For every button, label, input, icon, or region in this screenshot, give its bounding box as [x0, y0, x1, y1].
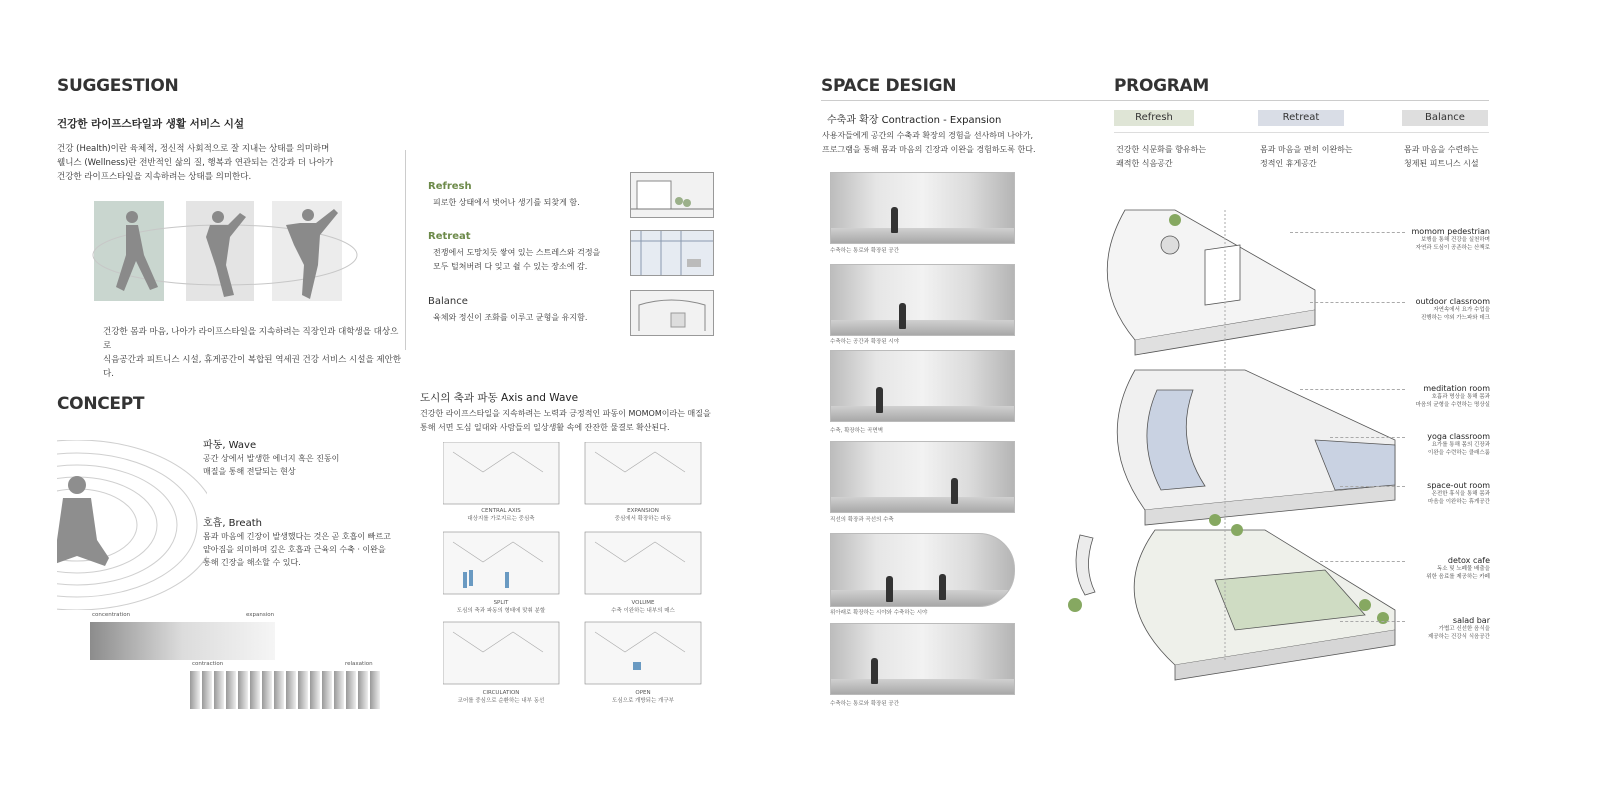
axis-diagrams-grid [443, 442, 703, 712]
refresh-desc: 건강한 식문화를 향유하는 쾌적한 식음공간 [1116, 145, 1207, 168]
refresh-thumbnail [630, 172, 714, 218]
space-image-5 [830, 533, 1015, 607]
space-image-2 [830, 264, 1015, 336]
space-design-desc: 사용자들에게 공간의 수축과 확장의 경험을 선사하며 나아가, 프로그램을 통해 몸과 마음의 긴장과 이완을 경험하도록 한다. [822, 131, 1036, 154]
label-expansion: expansion [246, 612, 275, 618]
concentration-expansion-gradient [90, 622, 275, 660]
contraction-relaxation-pattern [190, 671, 380, 709]
label-meditation-room: meditation room 호흡과 명상을 통해 몸과 마음의 균형을 수련하는 명상실 [1415, 384, 1490, 408]
tab-retreat: Retreat [1258, 110, 1344, 126]
item-retreat-title: Retreat [428, 231, 471, 242]
diagram-expansion: EXPANSION 중심에서 확장하는 파동 [614, 508, 672, 522]
program-axonometric-drawing [1065, 190, 1405, 690]
space-image-4 [830, 441, 1015, 513]
wellness-figures-image [90, 195, 360, 307]
label-concentration: concentration [92, 612, 131, 618]
space-design-title: SPACE DESIGN [821, 76, 957, 96]
diagram-central-axis: CENTRAL AXIS 대상지를 가로지르는 중심축 [467, 508, 535, 522]
space-image-3 [830, 350, 1015, 422]
wave-title: 파동, Wave [203, 440, 257, 451]
diagram-split: SPLIT 도심의 축과 파동의 형태에 맞춰 분할 [456, 600, 546, 614]
diagram-circulation: CIRCULATION 코어를 중심으로 순환하는 내부 동선 [457, 690, 545, 704]
suggestion-title: SUGGESTION [57, 76, 179, 96]
space-caption-1: 수축하는 통로와 확장된 공간 [830, 248, 900, 254]
space-caption-4: 직선의 확장과 곡선의 수축 [830, 517, 894, 523]
item-refresh-desc: 피로한 상태에서 벗어나 생기를 되찾게 함. [433, 198, 580, 207]
space-design-subtitle: 수축과 확장 Contraction - Expansion [827, 115, 1002, 126]
leader-line [1320, 561, 1405, 562]
retreat-desc: 몸과 마음을 편히 이완하는 정적인 휴게공간 [1260, 145, 1353, 168]
tab-rule [1114, 132, 1489, 133]
space-caption-6: 수축하는 통로와 확장된 공간 [830, 701, 900, 707]
breath-title: 호흡, Breath [203, 518, 262, 529]
balance-thumbnail [630, 290, 714, 336]
concept-title: CONCEPT [57, 394, 145, 414]
suggestion-paragraph-2: 건강한 몸과 마음, 나아가 라이프스타일을 지속하려는 직장인과 대학생을 대상으로 식음공간과 피트니스 시설, 휴게공간이 복합된 역세권 건강 서비스 시설을 제안한다. [103, 327, 401, 379]
retreat-thumbnail [630, 230, 714, 276]
balance-desc: 몸과 마음을 수련하는 청제된 피트니스 시설 [1404, 145, 1479, 168]
label-detox-cafe: detox cafe 독소 및 노폐물 배출을 위한 음료를 제공하는 카페 [1426, 556, 1490, 580]
suggestion-paragraph-1: 건강 (Health)이란 육체적, 정신적 사회적으로 잘 지내는 상태를 의미하며 웰니스 (Wellness)란 전반적인 삶의 질, 행복과 연관되는 건강과 더 나아가 건강한 라이프스타일을 지속하려는 상태를 의미한다. [57, 144, 334, 182]
label-space-out-room: space-out room 온전한 휴식을 통해 몸과 마음을 이완하는 휴게공간 [1427, 481, 1490, 505]
space-caption-2: 수축하는 공간과 확장된 시야 [830, 339, 900, 345]
leader-line [1330, 437, 1405, 438]
wave-desc: 공간 상에서 발생한 에너지 혹은 진동이 매질을 통해 전달되는 현상 [203, 454, 340, 476]
diagram-volume: VOLUME 수축 이완하는 내부의 매스 [611, 600, 675, 614]
header-rule [821, 100, 1489, 101]
tab-balance: Balance [1402, 110, 1488, 126]
breath-desc: 몸과 마음에 긴장이 발생했다는 것은 곧 호흡이 빠르고 얕아짐을 의미하며 깊은 호흡과 근육의 수축 · 이완을 통해 긴장을 해소할 수 있다. [203, 532, 391, 567]
label-relaxation: relaxation [345, 661, 373, 667]
label-yoga-classroom: yoga classroom 요가를 통해 몸의 긴장과 이완을 수련하는 클래스룸 [1427, 432, 1490, 456]
label-momom-pedestrian: momom pedestrian 보행을 통해 건강을 실천하며 자연과 도심이 공존하는 산책로 [1411, 227, 1490, 251]
label-outdoor-classroom: outdoor classroom 자연속에서 요가 수업을 진행하는 야외 가느파와 데크 [1415, 297, 1490, 321]
item-balance-desc: 육체와 정신이 조화를 이루고 균형을 유지함. [433, 313, 588, 322]
space-caption-3: 수축, 확장하는 곡면벽 [830, 428, 884, 434]
space-caption-5: 위아래로 확장하는 시야와 수축하는 시야 [830, 610, 928, 616]
item-balance-title: Balance [428, 296, 468, 307]
item-refresh-title: Refresh [428, 181, 472, 192]
label-contraction: contraction [192, 661, 224, 667]
divider [405, 150, 406, 350]
space-image-1 [830, 172, 1015, 244]
label-salad-bar: salad bar 가볍고 신선한 음식을 제공하는 건강식 식음공간 [1428, 616, 1490, 640]
program-title: PROGRAM [1114, 76, 1210, 96]
leader-line [1290, 232, 1405, 233]
leader-line [1310, 302, 1405, 303]
item-retreat-desc: 전쟁에서 도망치듯 쌓여 있는 스트레스와 걱정을 모두 털쳐버려 다 잊고 쉴 수 있는 장소에 감. [433, 248, 601, 271]
axis-desc: 건강한 라이프스타일을 지속하려는 노력과 긍정적인 파동이 MOMOM이라는 매질을 통해 서면 도심 일대와 사람들의 일상생활 속에 잔잔한 물결로 확산된다. [420, 409, 711, 432]
diagram-open: OPEN 도심으로 개방되는 개구부 [612, 690, 674, 704]
suggestion-subtitle: 건강한 라이프스타일과 생활 서비스 시설 [57, 118, 245, 130]
leader-line [1300, 389, 1405, 390]
axis-title: 도시의 축과 파동 Axis and Wave [420, 392, 579, 404]
space-image-6 [830, 623, 1015, 695]
tab-refresh: Refresh [1114, 110, 1194, 126]
breathing-rings-image [57, 440, 207, 610]
